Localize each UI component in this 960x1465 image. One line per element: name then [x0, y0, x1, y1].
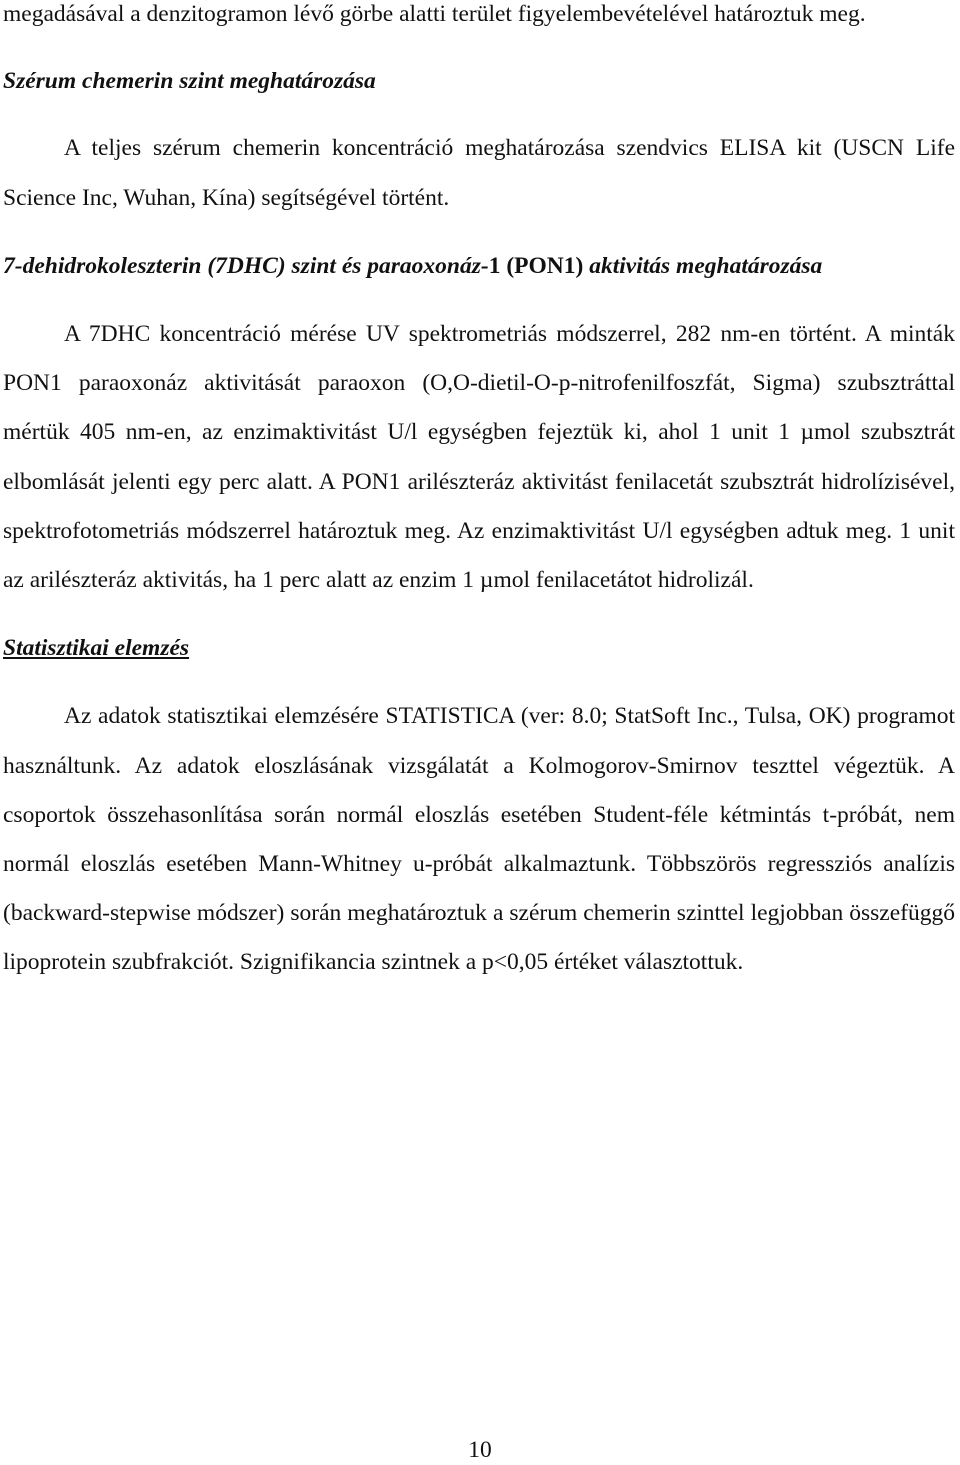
heading-part-3: aktivitás meghatározása	[589, 252, 823, 279]
7dhc-pon1-paragraph: A 7DHC koncentráció mérése UV spektrometriás módszerrel, 282 nm-en történt. A minták PON1 paraoxonáz aktivitását paraoxon (O,O-dietil-O-p-nitrofenilfoszfát, Sigma) szubsztráttal mértük 405 nm-en, az enzimaktivitást U/l egységben fejeztük ki, ahol 1 unit 1 µmol szubsztrát elbomlását jelenti egy perc alatt. A PON1 arilészteráz aktivitást fenilacetát szubsztrát hidrolízisével, spektrofotometriás módszerrel határoztuk meg. Az enzimaktivitást U/l egységben adtuk meg. 1 unit az arilészteráz aktivitás, ha 1 perc alatt az enzim 1 µmol fenilacetátot hidrolizál.	[3, 321, 955, 594]
section-heading-7dhc-pon1	[3, 242, 955, 291]
heading-part-2: (PON1)	[500, 252, 590, 279]
statistics-heading-text: Statisztikai elemzés	[3, 635, 190, 662]
page-number: 10	[468, 1437, 492, 1463]
statistics-paragraph: Az adatok statisztikai elemzésére STATISTICA (ver: 8.0; StatSoft Inc., Tulsa, OK) programot használtunk. Az adatok eloszlásának vizsgálatát a Kolmogorov-Smirnov teszttel végeztük. A csoportok összehasonlítása során normál eloszlás esetében Student-féle kétmintás t-próbát, nem normál eloszlás esetében Mann-Whitney u-próbát alkalmaztunk. Többszörös regressziós analízis (backward-stepwise módszer) során meghatároztuk a szérum chemerin szinttel legjobban összefüggő lipoprotein szubfrakciót. Szignifikancia szintnek a p<0,05 értéket választottuk.	[3, 703, 955, 976]
heading-number: 1	[488, 252, 501, 279]
intro-paragraph: megadásával a denzitogramon lévő görbe alatti terület figyelembevételével határoztuk meg.	[3, 1, 866, 27]
section-heading-statistics	[3, 624, 955, 673]
section-heading-chemerin: Szérum chemerin szint meghatározása	[3, 68, 376, 95]
document-page	[3, 0, 955, 988]
chemerin-paragraph: A teljes szérum chemerin koncentráció meghatározása szendvics ELISA kit (USCN Life Science Inc, Wuhan, Kína) segítségével történt.	[3, 135, 955, 211]
heading-part-1: 7-dehidrokoleszterin (7DHC) szint és paraoxonáz-	[3, 252, 489, 279]
